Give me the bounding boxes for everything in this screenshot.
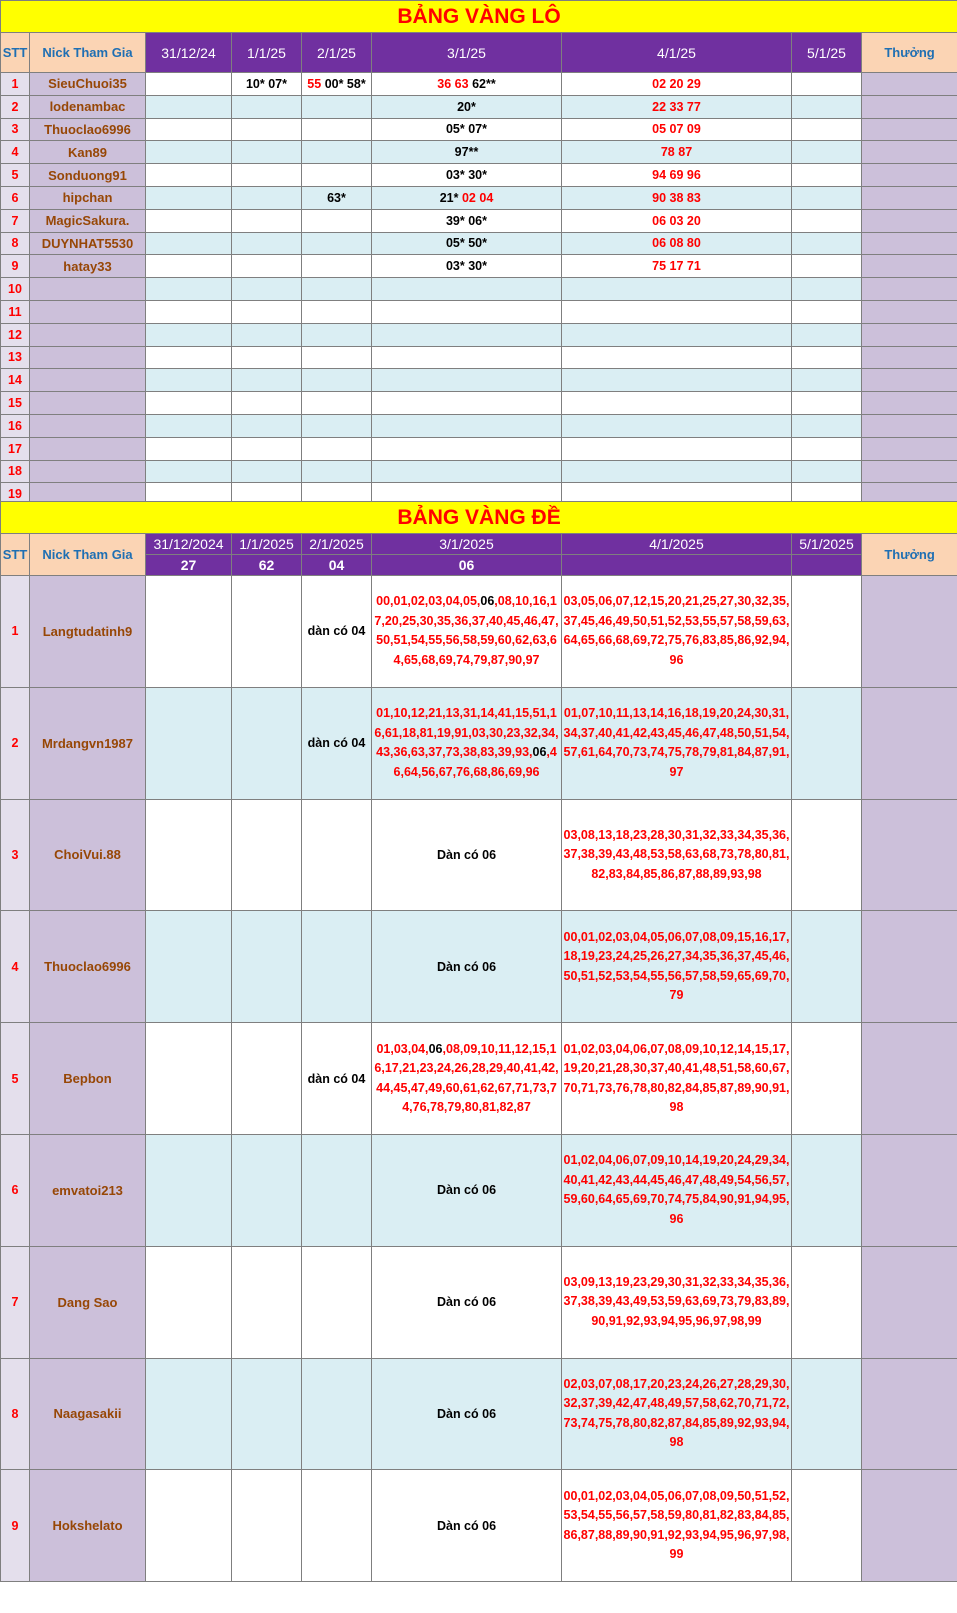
lo-cell: 39* 06* xyxy=(372,209,562,232)
de-pick: 01,10,12,21,13,31,14,41,15,51,16,61,18,81,19,91,03,30,23,32,34,43,36,63,37,73,38,83,39,93, xyxy=(374,706,559,760)
lo-prize xyxy=(862,118,957,141)
lo-prize xyxy=(862,95,957,118)
lo-stt: 11 xyxy=(1,300,30,323)
lo-cell: 05* 50* xyxy=(372,232,562,255)
lo-cell: 10* 07* xyxy=(232,73,302,96)
de-nick: Dang Sao xyxy=(30,1246,146,1358)
lo-cell: 75 17 71 xyxy=(562,255,792,278)
lo-nick: Kan89 xyxy=(30,141,146,164)
de-cell: 01,02,04,06,07,09,10,14,19,20,24,29,34,40,41,42,43,44,45,46,47,48,49,54,56,57,59,60,64,65,69,70,74,75,84,90,91,94,95,96 xyxy=(562,1134,792,1246)
lo-row xyxy=(1,186,957,209)
lo-nick: DUYNHAT5530 xyxy=(30,232,146,255)
lo-nick xyxy=(30,278,146,301)
de-header-date-5: 5/1/2025 xyxy=(792,534,862,555)
lo-cell xyxy=(372,186,562,209)
de-nick: Mrdangvn1987 xyxy=(30,687,146,799)
lo-stt: 2 xyxy=(1,95,30,118)
de-cell: 01,02,03,04,06,07,08,09,10,12,14,15,17,19,20,21,28,30,37,40,41,48,51,58,60,67,70,71,73,76,78,80,82,84,85,87,89,90,91,98 xyxy=(562,1023,792,1135)
lo-cell xyxy=(146,186,232,209)
de-pick: 00,01,02,03,04,05, xyxy=(376,594,481,609)
de-cell: Dàn có 06 xyxy=(372,799,562,911)
de-pick: ,08,10,16,17,20,25,30,35,36,37,40,45,46,47,50,51,54,55,56,58,59,60,62,63,64,65,68,69,74,79,87,90,97 xyxy=(374,594,559,667)
de-result-1: 62 xyxy=(232,555,302,576)
de-cell: 03,08,13,18,23,28,30,31,32,33,34,35,36,37,38,39,43,48,53,58,63,68,73,78,80,81,82,83,84,85,86,87,88,89,93,98 xyxy=(562,799,792,911)
lo-stt: 9 xyxy=(1,255,30,278)
lo-stt: 13 xyxy=(1,346,30,369)
lo-nick xyxy=(30,437,146,460)
de-cell: Dàn có 06 xyxy=(372,1470,562,1582)
lo-row xyxy=(1,392,957,415)
lo-cell: 02 20 29 xyxy=(562,73,792,96)
de-stt: 9 xyxy=(1,1470,30,1582)
de-result-0: 27 xyxy=(146,555,232,576)
lo-nick: MagicSakura. xyxy=(30,209,146,232)
de-result-2: 04 xyxy=(302,555,372,576)
lo-cell xyxy=(146,232,232,255)
lo-header-date-0: 31/12/24 xyxy=(146,33,232,73)
lo-prize xyxy=(862,255,957,278)
de-nick: ChoiVui.88 xyxy=(30,799,146,911)
de-cell: 02,03,07,08,17,20,23,24,26,27,28,29,30,32,37,39,42,47,48,49,57,58,62,70,71,72,73,74,75,78,80,82,87,84,85,89,92,93,94,98 xyxy=(562,1358,792,1470)
lo-prize xyxy=(862,392,957,415)
lo-cell xyxy=(372,73,562,96)
lo-row xyxy=(1,278,957,301)
lo-row xyxy=(1,118,957,141)
de-title: BẢNG VÀNG ĐỀ xyxy=(1,502,957,534)
lo-header-date-1: 1/1/25 xyxy=(232,33,302,73)
de-cell xyxy=(372,687,562,799)
de-hit: 06 xyxy=(532,745,547,760)
lo-cell xyxy=(146,255,232,278)
lo-prize xyxy=(862,460,957,483)
lo-title: BẢNG VÀNG LÔ xyxy=(1,1,957,33)
lo-header-date-5: 5/1/25 xyxy=(792,33,862,73)
de-nick: emvatoi213 xyxy=(30,1134,146,1246)
lo-cell xyxy=(232,95,302,118)
de-cell xyxy=(372,576,562,688)
de-hit: 06 xyxy=(428,1041,443,1056)
lo-cell: 06 08 80 xyxy=(562,232,792,255)
de-row xyxy=(1,1134,957,1246)
de-prize xyxy=(862,911,957,1023)
lo-nick: SieuChuoi35 xyxy=(30,73,146,96)
lo-cell xyxy=(232,209,302,232)
lo-prize xyxy=(862,323,957,346)
lo-nick: hipchan xyxy=(30,186,146,209)
lo-row xyxy=(1,164,957,187)
lo-header-date-4: 4/1/25 xyxy=(562,33,792,73)
de-pick: 01,03,04, xyxy=(376,1041,429,1056)
lo-row xyxy=(1,346,957,369)
de-nick: Langtudatinh9 xyxy=(30,576,146,688)
de-prize xyxy=(862,1470,957,1582)
lo-prize xyxy=(862,278,957,301)
lo-pick: 00* 58* xyxy=(324,76,366,91)
lo-stt: 19 xyxy=(1,483,30,506)
de-nick: Hokshelato xyxy=(30,1470,146,1582)
lo-stt: 10 xyxy=(1,278,30,301)
lo-prize xyxy=(862,73,957,96)
de-result-3: 06 xyxy=(372,555,562,576)
de-stt: 7 xyxy=(1,1246,30,1358)
de-header-prize: Thưởng xyxy=(862,534,957,576)
de-stt: 2 xyxy=(1,687,30,799)
lo-cell xyxy=(792,255,862,278)
lo-prize xyxy=(862,369,957,392)
de-prize xyxy=(862,1023,957,1135)
lo-cell xyxy=(146,73,232,96)
lo-hit: 02 04 xyxy=(461,190,494,205)
de-prize xyxy=(862,799,957,911)
lo-stt: 1 xyxy=(1,73,30,96)
lo-pick: 21* xyxy=(439,190,459,205)
lo-nick: lodenambac xyxy=(30,95,146,118)
lo-prize xyxy=(862,414,957,437)
lo-cell xyxy=(792,164,862,187)
de-prize xyxy=(862,687,957,799)
de-cell: 01,07,10,11,13,14,16,18,19,20,24,30,31,34,37,40,41,42,43,45,46,47,48,50,51,54,57,61,64,70,73,74,75,78,79,81,84,87,91,97 xyxy=(562,687,792,799)
lo-row xyxy=(1,141,957,164)
lo-prize xyxy=(862,209,957,232)
lo-prize xyxy=(862,186,957,209)
lo-cell: 94 69 96 xyxy=(562,164,792,187)
de-hit: 06 xyxy=(480,594,495,609)
lo-cell: 63* xyxy=(302,186,372,209)
lo-nick xyxy=(30,392,146,415)
de-cell: dàn có 04 xyxy=(302,687,372,799)
lo-stt: 12 xyxy=(1,323,30,346)
lo-prize xyxy=(862,141,957,164)
lo-cell xyxy=(146,209,232,232)
lo-cell xyxy=(302,232,372,255)
de-cell: dàn có 04 xyxy=(302,1023,372,1135)
de-cell: Dàn có 06 xyxy=(372,1358,562,1470)
lo-nick xyxy=(30,300,146,323)
lo-nick: Thuoclao6996 xyxy=(30,118,146,141)
lo-cell xyxy=(232,232,302,255)
de-result-4 xyxy=(562,555,792,576)
de-cell xyxy=(372,1023,562,1135)
lo-prize xyxy=(862,164,957,187)
lo-nick xyxy=(30,346,146,369)
de-cell: Dàn có 06 xyxy=(372,911,562,1023)
de-row xyxy=(1,799,957,911)
lo-stt: 8 xyxy=(1,232,30,255)
de-header-nick: Nick Tham Gia xyxy=(30,534,146,576)
lo-header-nick: Nick Tham Gia xyxy=(30,33,146,73)
de-header-date-2: 2/1/2025 xyxy=(302,534,372,555)
lo-cell xyxy=(302,209,372,232)
de-stt: 1 xyxy=(1,576,30,688)
lo-stt: 6 xyxy=(1,186,30,209)
de-cell: 00,01,02,03,04,05,06,07,08,09,15,16,17,18,19,23,24,25,26,27,34,35,36,37,45,46,50,51,52,53,54,55,56,57,58,59,65,69,70,79 xyxy=(562,911,792,1023)
de-header-date-1: 1/1/2025 xyxy=(232,534,302,555)
lo-cell xyxy=(792,141,862,164)
lo-stt: 3 xyxy=(1,118,30,141)
lo-stt: 15 xyxy=(1,392,30,415)
lo-prize xyxy=(862,346,957,369)
lo-cell xyxy=(232,255,302,278)
lo-prize xyxy=(862,300,957,323)
de-row xyxy=(1,687,957,799)
lo-cell xyxy=(232,118,302,141)
lo-stt: 17 xyxy=(1,437,30,460)
de-cell: Dàn có 06 xyxy=(372,1246,562,1358)
lo-cell xyxy=(302,118,372,141)
lo-cell: 03* 30* xyxy=(372,164,562,187)
lo-nick: Sonduong91 xyxy=(30,164,146,187)
lo-row xyxy=(1,95,957,118)
de-row xyxy=(1,576,957,688)
de-stt: 8 xyxy=(1,1358,30,1470)
lo-cell xyxy=(302,255,372,278)
lo-cell xyxy=(792,118,862,141)
lo-stt: 14 xyxy=(1,369,30,392)
lo-cell xyxy=(302,164,372,187)
lo-row xyxy=(1,437,957,460)
de-stt: 3 xyxy=(1,799,30,911)
de-row xyxy=(1,1246,957,1358)
lo-cell xyxy=(792,209,862,232)
lo-cell xyxy=(792,232,862,255)
lo-stt: 5 xyxy=(1,164,30,187)
lo-cell xyxy=(792,95,862,118)
de-cell: Dàn có 06 xyxy=(372,1134,562,1246)
de-result-5 xyxy=(792,555,862,576)
lo-cell: 05* 07* xyxy=(372,118,562,141)
lo-cell xyxy=(146,141,232,164)
lo-nick xyxy=(30,323,146,346)
lo-nick xyxy=(30,369,146,392)
lo-cell xyxy=(146,164,232,187)
lo-cell: 06 03 20 xyxy=(562,209,792,232)
de-prize xyxy=(862,1246,957,1358)
lo-prize xyxy=(862,437,957,460)
lo-cell: 05 07 09 xyxy=(562,118,792,141)
lo-row xyxy=(1,369,957,392)
lo-hit: 36 63 xyxy=(437,76,469,91)
de-stt: 5 xyxy=(1,1023,30,1135)
lo-nick: hatay33 xyxy=(30,255,146,278)
de-row xyxy=(1,1023,957,1135)
de-row xyxy=(1,1470,957,1582)
de-header-date-3: 3/1/2025 xyxy=(372,534,562,555)
de-row xyxy=(1,1358,957,1470)
lo-cell xyxy=(302,141,372,164)
de-pick: ,46,64,56,67,76,68,86,69,96 xyxy=(393,745,557,779)
lo-cell: 90 38 83 xyxy=(562,186,792,209)
lo-stt: 18 xyxy=(1,460,30,483)
lo-cell xyxy=(146,118,232,141)
lo-row xyxy=(1,300,957,323)
lo-nick xyxy=(30,414,146,437)
lo-prize xyxy=(862,232,957,255)
lo-cell xyxy=(792,73,862,96)
de-nick: Naagasakii xyxy=(30,1358,146,1470)
lo-row xyxy=(1,414,957,437)
lo-cell xyxy=(232,164,302,187)
lo-cell xyxy=(302,73,372,96)
lo-cell: 20* xyxy=(372,95,562,118)
lo-row xyxy=(1,232,957,255)
de-header-date-4: 4/1/2025 xyxy=(562,534,792,555)
de-prize xyxy=(862,576,957,688)
lo-cell: 78 87 xyxy=(562,141,792,164)
de-pick: ,08,09,10,11,12,15,16,17,21,23,24,26,28,29,40,41,42,44,45,47,49,60,61,62,67,71,73,74,76,78,79,80,81,82,87 xyxy=(374,1041,559,1115)
lo-stt: 16 xyxy=(1,414,30,437)
de-cell: 03,05,06,07,12,15,20,21,25,27,30,32,35,37,45,46,49,50,51,52,53,55,57,58,59,63,64,65,66,68,69,72,75,76,83,85,86,92,94,96 xyxy=(562,576,792,688)
de-cell: 03,09,13,19,23,29,30,31,32,33,34,35,36,37,38,39,43,49,53,59,63,69,73,79,83,89,90,91,92,93,94,95,96,97,98,99 xyxy=(562,1246,792,1358)
de-header-date-0: 31/12/2024 xyxy=(146,534,232,555)
lo-pick: 62** xyxy=(472,76,496,91)
lo-row xyxy=(1,460,957,483)
de-stt: 6 xyxy=(1,1134,30,1246)
lo-table xyxy=(0,0,957,506)
de-prize xyxy=(862,1358,957,1470)
lo-cell xyxy=(232,141,302,164)
lo-cell xyxy=(146,95,232,118)
lo-row xyxy=(1,323,957,346)
lo-header-prize: Thưởng xyxy=(862,33,957,73)
lo-header-stt: STT xyxy=(1,33,30,73)
lo-cell: 22 33 77 xyxy=(562,95,792,118)
de-nick: Thuoclao6996 xyxy=(30,911,146,1023)
lo-cell: 03* 30* xyxy=(372,255,562,278)
de-nick: Bepbon xyxy=(30,1023,146,1135)
lo-row xyxy=(1,255,957,278)
lo-nick xyxy=(30,460,146,483)
de-table xyxy=(0,501,957,1582)
de-row xyxy=(1,911,957,1023)
de-cell: 00,01,02,03,04,05,06,07,08,09,50,51,52,53,54,55,56,57,58,59,80,81,82,83,84,85,86,87,88,89,90,91,92,93,94,95,96,97,98,99 xyxy=(562,1470,792,1582)
lo-cell xyxy=(302,95,372,118)
lo-header-date-2: 2/1/25 xyxy=(302,33,372,73)
lo-cell: 97** xyxy=(372,141,562,164)
de-header-stt: STT xyxy=(1,534,30,576)
de-stt: 4 xyxy=(1,911,30,1023)
lo-cell xyxy=(232,186,302,209)
lo-header-date-3: 3/1/25 xyxy=(372,33,562,73)
lo-row xyxy=(1,209,957,232)
lo-row xyxy=(1,73,957,96)
lo-cell xyxy=(792,186,862,209)
lo-stt: 4 xyxy=(1,141,30,164)
de-cell: dàn có 04 xyxy=(302,576,372,688)
lo-hit: 55 xyxy=(307,76,322,91)
de-prize xyxy=(862,1134,957,1246)
lo-stt: 7 xyxy=(1,209,30,232)
